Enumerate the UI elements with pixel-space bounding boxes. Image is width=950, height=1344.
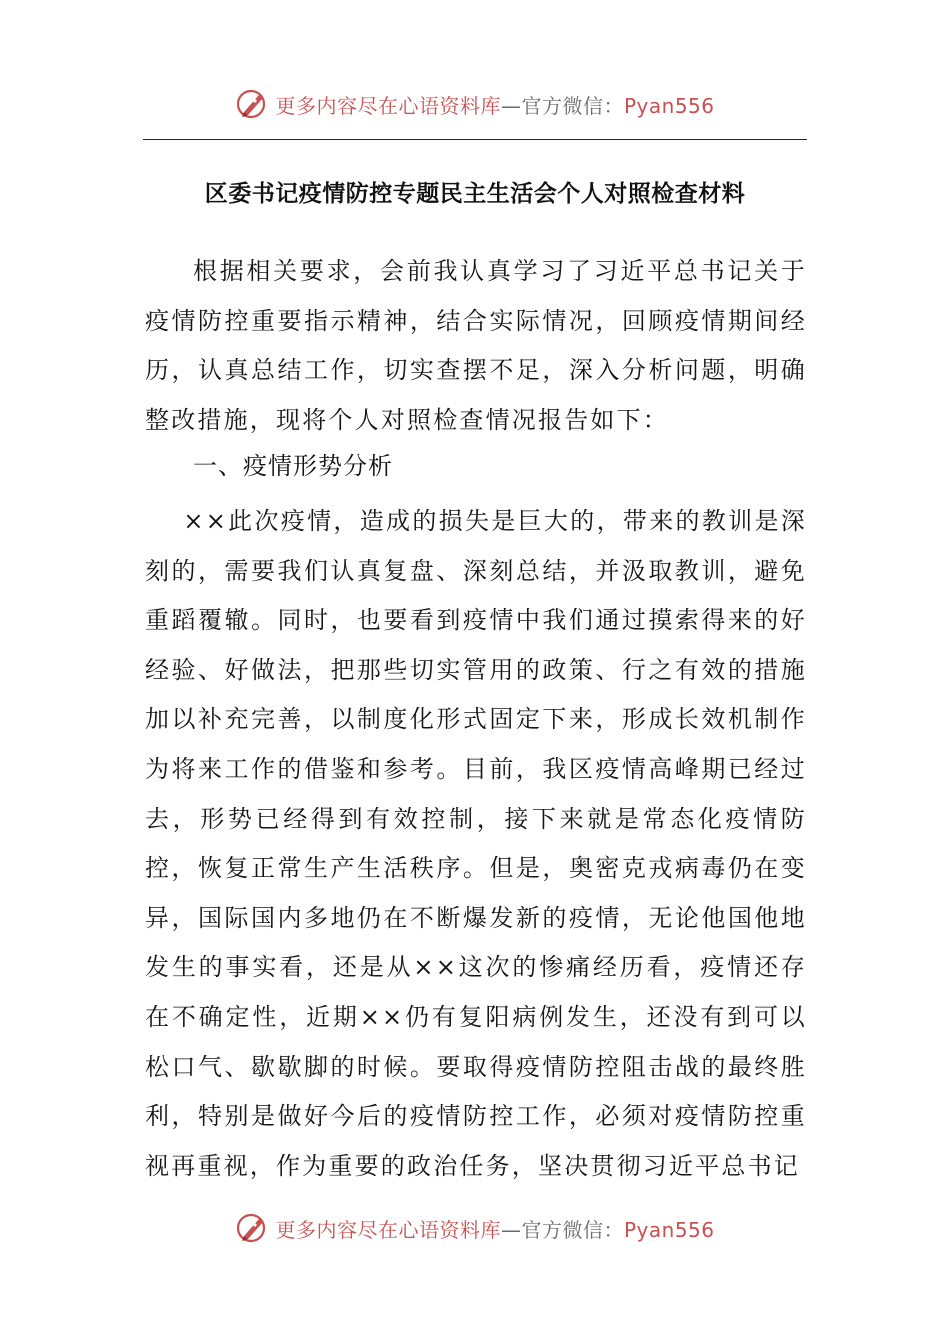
section-1-paragraph: ××此次疫情，造成的损失是巨大的，带来的教训是深刻的，需要我们认真复盘、深刻总结，并汲取教训，避免重蹈覆辙。同时，也要看到疫情中我们通过摸索得来的好经验、好做法，把那些切实管用的政策、行之有效的措施加以补充完善，以制度化形式固定下来，形成长效机制作为将来工作的借鉴和参考。目前，我区疫情高峰期已经过去，形势已经得到有效控制，接下来就是常态化疫情防控，恢复正常生产生活秩序。但是，奥密克戎病毒仍在变异，国际国内多地仍在不断爆发新的疫情，无论他国他地发生的事实看，还是从××这次的惨痛经历看，疫情还存在不确定性，近期××仍有复阳病例发生，还没有到可以松口气、歇歇脚的时候。要取得疫情防控阻击战的最终胜利，特别是做好今后的疫情防控工作，必须对疫情防控重视再重视，作为重要的政治任务，坚决贯彻习近平总书记 <box>145 507 807 1180</box>
footer-watermark <box>0 1208 950 1248</box>
intro-paragraph: 根据相关要求，会前我认真学习了习近平总书记关于疫情防控重要指示精神，结合实际情况，回顾疫情期间经历，认真总结工作，切实查摆不足，深入分析问题，明确整改措施，现将个人对照检查情况报告如下： <box>145 257 807 434</box>
watermark-text: 更多内容尽在心语资料库—官方微信：Pyan556 <box>275 93 715 118</box>
document-title: 区委书记疫情防控专题民主生活会个人对照检查材料 <box>204 181 746 207</box>
pen-logo-icon <box>235 86 271 122</box>
intro-paragraph-block <box>145 247 807 445</box>
header-divider <box>143 139 807 140</box>
section-heading-1: 一、疫情形势分析 <box>193 452 393 480</box>
pen-logo-icon <box>235 1210 271 1246</box>
watermark-text: 更多内容尽在心语资料库—官方微信：Pyan556 <box>275 1217 715 1242</box>
header-watermark <box>0 84 950 124</box>
section-1-paragraph-block <box>145 497 807 1191</box>
